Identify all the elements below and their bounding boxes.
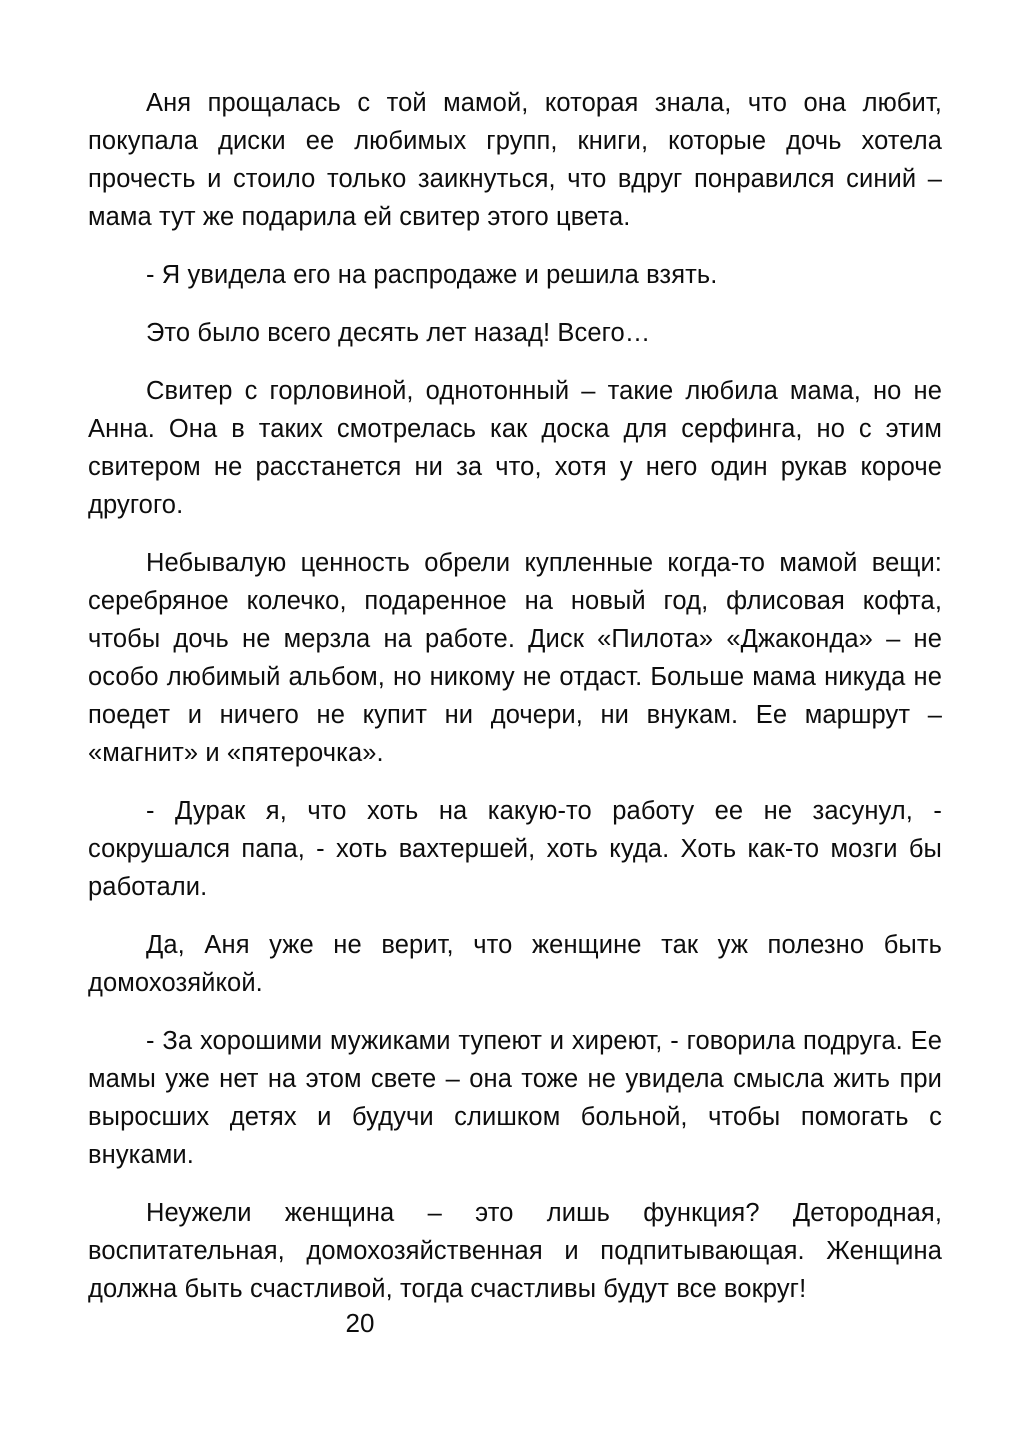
- body-text-column: [88, 84, 942, 1308]
- paragraph: Неужели женщина – это лишь функция? Детородная, воспитательная, домохозяйственная и подпитывающая. Женщина должна быть счастливой, тогда счастливы будут все вокруг!: [88, 1199, 942, 1303]
- paragraph: Небывалую ценность обрели купленные когда-то мамой вещи: серебряное колечко, подаренное на новый год, флисовая кофта, чтобы дочь не мерзла на работе. Диск «Пилота» «Джаконда» – не особо любимый альбом, но никому не отдаст. Больше мама никуда не поедет и ничего не купит ни дочери, ни внукам. Ее маршрут – «магнит» и «пятерочка».: [88, 549, 942, 767]
- paragraph: Да, Аня уже не верит, что женщине так уж полезно быть домохозяйкой.: [88, 931, 942, 997]
- paragraph: Свитер с горловиной, однотонный – такие любила мама, но не Анна. Она в таких смотрелась как доска для серфинга, но с этим свитером не расстанется ни за что, хотя у него один рукав короче другого.: [88, 377, 942, 519]
- page-number: 20: [345, 1308, 375, 1338]
- paragraph: - Я увидела его на распродаже и решила взять.: [146, 261, 718, 289]
- paragraph: - За хорошими мужиками тупеют и хиреют, - говорила подруга. Ее мамы уже нет на этом свете – она тоже не увидела смысла жить при выросших детях и будучи слишком больной, чтобы помогать с внуками.: [88, 1027, 942, 1169]
- paragraph: Аня прощалась с той мамой, которая знала, что она любит, покупала диски ее любимых групп, книги, которые дочь хотела прочесть и стоило только заикнуться, что вдруг понравился синий – мама тут же подарила ей свитер этого цвета.: [88, 89, 942, 231]
- paragraph: - Дурак я, что хоть на какую-то работу ее не засунул, - сокрушался папа, - хоть вахтершей, хоть куда. Хоть как-то мозги бы работали.: [88, 797, 942, 901]
- paragraph: Это было всего десять лет назад! Всего…: [146, 319, 651, 347]
